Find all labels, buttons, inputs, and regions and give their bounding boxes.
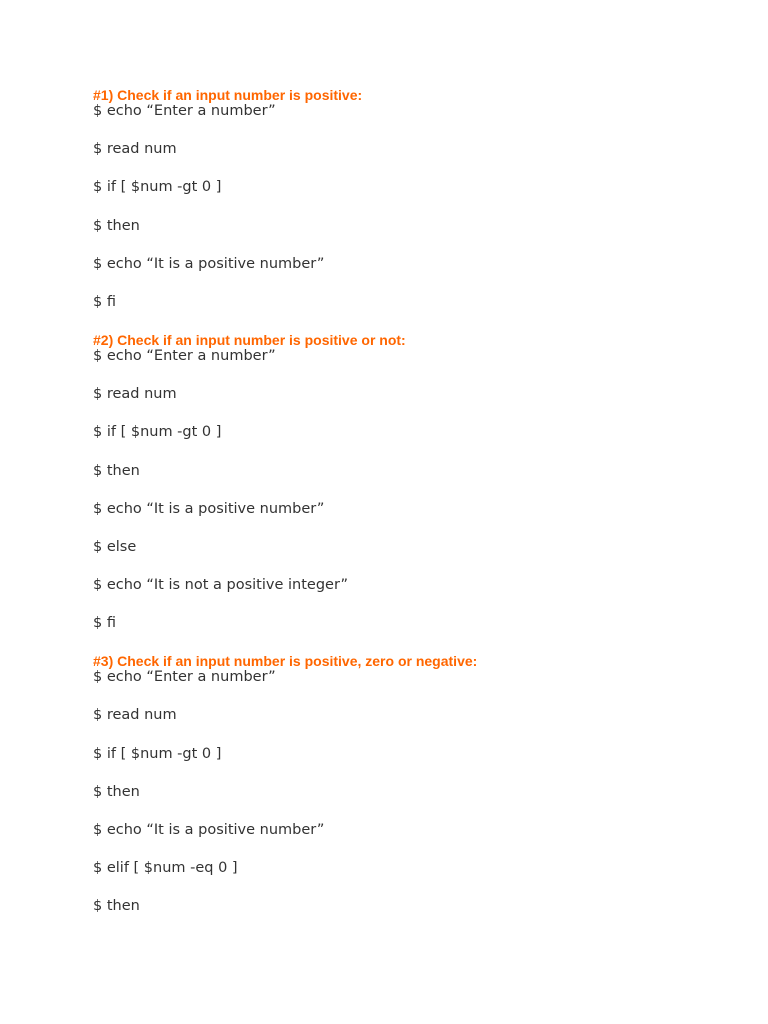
example-section-1	[93, 87, 713, 310]
code-line: $ then	[93, 217, 140, 234]
code-line: $ if [ $num -gt 0 ]	[93, 745, 222, 762]
section-heading: #2) Check if an input number is positive or not:	[93, 331, 406, 348]
section-heading: #1) Check if an input number is positive:	[93, 87, 363, 103]
code-line: $ elif [ $num -eq 0 ]	[93, 860, 238, 877]
code-line: $ echo “It is a positive number”	[93, 500, 325, 517]
code-line: $ read num	[93, 141, 177, 158]
code-line: $ echo “It is a positive number”	[93, 822, 325, 838]
example-section-3	[93, 653, 713, 914]
code-line: $ then	[93, 783, 140, 800]
code-line: $ else	[93, 538, 137, 555]
code-line: $ read num	[93, 707, 177, 724]
code-lines	[93, 348, 713, 631]
code-line: $ fi	[93, 615, 116, 632]
code-line: $ then	[93, 898, 140, 915]
code-line: $ then	[93, 462, 140, 479]
code-line: $ if [ $num -gt 0 ]	[93, 424, 222, 441]
code-line: $ echo “Enter a number”	[93, 347, 276, 364]
code-lines	[93, 669, 713, 914]
code-line: $ echo “It is not a positive integer”	[93, 577, 349, 594]
section-heading: #3) Check if an input number is positive, zero or negative:	[93, 653, 478, 670]
code-line: $ echo “Enter a number”	[93, 103, 276, 119]
code-line: $ echo “Enter a number”	[93, 669, 276, 686]
document-content	[93, 87, 713, 936]
code-line: $ read num	[93, 386, 177, 403]
code-line: $ if [ $num -gt 0 ]	[93, 179, 222, 196]
code-line: $ echo “It is a positive number”	[93, 255, 325, 272]
code-lines	[93, 103, 713, 310]
code-line: $ fi	[93, 293, 116, 310]
example-section-2	[93, 332, 713, 631]
